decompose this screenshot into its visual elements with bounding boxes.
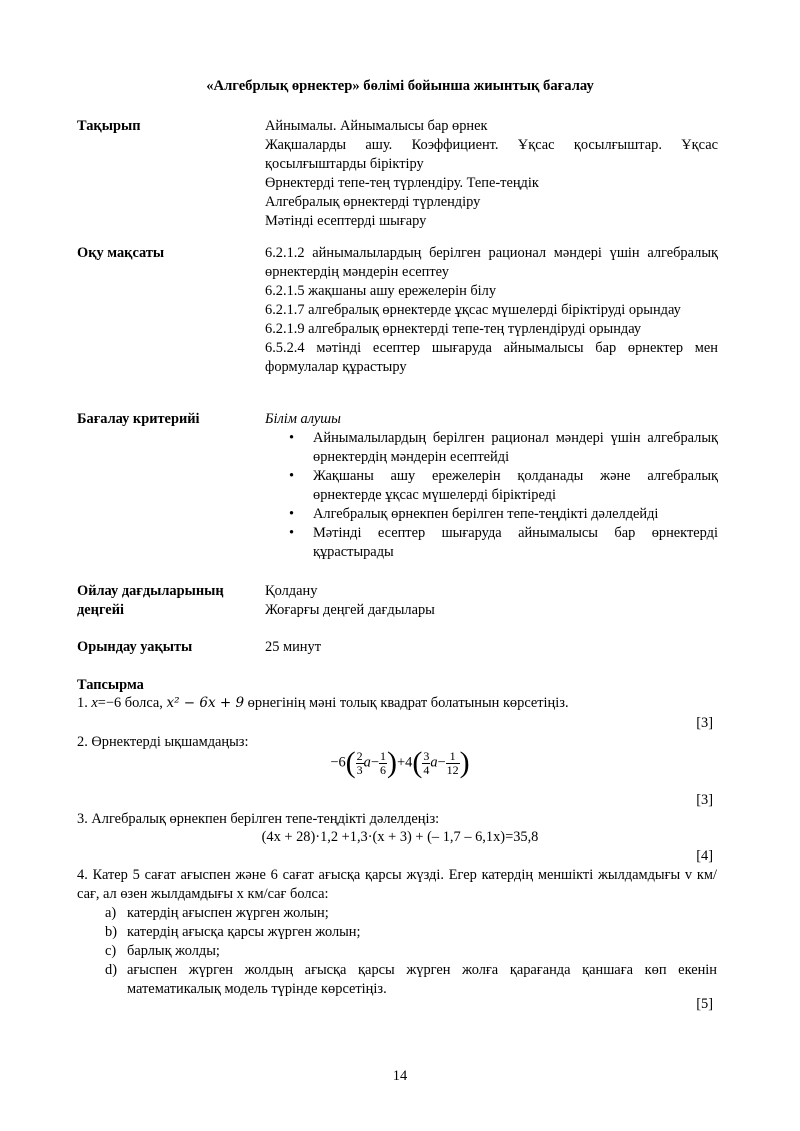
task-1-suffix: өрнегінің мәні толық квадрат болатынын көрсетіңіз. <box>244 695 569 711</box>
paren-close-1: ) <box>387 746 397 779</box>
task-2-score: [3] <box>696 792 713 808</box>
topic-label: Тақырып <box>77 118 141 134</box>
paren-open-1: ( <box>345 746 356 779</box>
thinking-line: Жоғарғы деңгей дағдылары <box>265 602 435 618</box>
task-4-score: [5] <box>696 996 713 1012</box>
task-2-text: 2. Өрнектерді ықшамдаңыз: <box>77 734 249 750</box>
minus-2: − <box>437 754 446 771</box>
task-4-item: a) катердің ағыспен жүрген жолын; <box>105 905 329 921</box>
task-1 <box>77 694 717 713</box>
criteria-item: • Мәтінді есептер шығаруда айнымалысы бар өрнектерді құрастырады <box>313 524 718 562</box>
criteria-values <box>265 410 718 562</box>
task-3-identity: (4x + 28)·1,2 +1,3·(x + 3) + (– 1,7 – 6,1x)=35,8 <box>261 829 539 845</box>
time-value: 25 минут <box>265 639 321 655</box>
paren-open-2: ( <box>412 746 423 779</box>
thinking-line: Қолдану <box>265 583 318 599</box>
topic-line: Өрнектерді тепе-тең түрлендіру. Тепе-теңдік <box>265 175 539 191</box>
criteria-item: • Алгебралық өрнекпен берілген тепе-теңдікті дәлелдейді <box>313 505 718 524</box>
topic-values <box>265 117 718 231</box>
criteria-item: • Жақшаны ашу ережелерін қолданады және алгебралық өрнектерде ұқсас мүшелерді біріктіреді <box>313 467 718 505</box>
topic-line: Алгебралық өрнектерді түрлендіру <box>265 194 481 210</box>
task-4-text: 4. Катер 5 сағат ағыспен және 6 сағат ағысқа қарсы жүзді. Егер катердің меншікті жылдамдығы v км/сағ, ал өзен жылдамдығы x км/сағ болса: <box>77 867 717 902</box>
task-4-list <box>77 904 717 999</box>
time-label: Орындау уақыты <box>77 639 193 655</box>
var-a-2: a <box>430 754 438 771</box>
task-1-expr: x² − 6x + 9 <box>166 695 245 711</box>
task-1-var: x <box>91 695 98 711</box>
topic-line: Мәтінді есептерді шығару <box>265 213 427 229</box>
fraction-2: $\frac{1}{6}$ <box>380 748 386 777</box>
task-2-expression <box>0 748 800 778</box>
topic-line: Айнымалы. Айнымалысы бар өрнек <box>265 118 488 134</box>
minus-1: − <box>370 754 379 771</box>
criteria-list <box>265 429 718 562</box>
criteria-item: • Айнымалылардың берілген рационал мәндері үшін алгебралық өрнектердің мәндерін есептейді <box>313 429 718 467</box>
fraction-3: $\frac{3}{4}$ <box>423 748 430 777</box>
task-2-coef-2: +4 <box>397 754 413 771</box>
document-title: «Алгебрлық өрнектер» бөлімі бойынша жиынтық бағалау <box>206 78 594 94</box>
objective-line: 6.2.1.9 алгебралық өрнектерді тепе-тең түрлендіруді орындау <box>265 321 642 337</box>
objectives-values <box>265 244 718 377</box>
task-4-item: d) ағыспен жүрген жолдың ағысқа қарсы жүрген жолға қарағанда қаншаға көп екенін математикалық модель түрінде көрсетіңіз. <box>105 962 717 997</box>
task-2-coef-1: −6 <box>330 754 346 771</box>
task-3-text: 3. Алгебралық өрнекпен берілген тепе-теңдікті дәлелдеңіз: <box>77 811 440 827</box>
thinking-values <box>265 582 718 620</box>
task-3-score: [4] <box>696 848 713 864</box>
fraction-1: $\frac{2}{3}$ <box>356 748 363 777</box>
task-1-eq: =−6 болса, <box>97 695 167 711</box>
objectives-label: Оқу мақсаты <box>77 245 165 261</box>
paren-close-2: ) <box>459 746 470 779</box>
task-1-prefix: 1. <box>77 695 92 711</box>
topic-line: Жақшаларды ашу. Коэффициент. Ұқсас қосылғыштар. Ұқсас қосылғыштарды біріктіру <box>265 137 718 172</box>
objective-line: 6.5.2.4 мәтінді есептер шығаруда айнымалысы бар өрнектер мен формулалар құрастыру <box>265 340 718 375</box>
objective-line: 6.2.1.5 жақшаны ашу ережелерін білу <box>265 283 497 299</box>
objective-line: 6.2.1.2 айнымалылардың берілген рационал мәндері үшін алгебралық өрнектердің мәндерін есептеу <box>265 245 718 280</box>
task-1-score: [3] <box>696 715 713 731</box>
page-number: 14 <box>392 1068 408 1084</box>
objective-line: 6.2.1.7 алгебралық өрнектерде ұқсас мүшелерді біріктіруді орындау <box>265 302 681 318</box>
task-4-item: b) катердің ағысқа қарсы жүрген жолын; <box>105 924 361 940</box>
task-4-item: c) барлық жолды; <box>105 943 220 959</box>
criteria-intro: Білім алушы <box>265 411 341 427</box>
tasks-heading: Тапсырма <box>77 677 144 693</box>
thinking-label: Ойлау дағдыларының деңгейі <box>77 583 224 618</box>
task-4-items <box>77 904 717 999</box>
var-a-1: a <box>363 754 371 771</box>
fraction-4: $\frac{1}{12}$ <box>446 748 459 777</box>
criteria-label: Бағалау критерийі <box>77 411 200 427</box>
